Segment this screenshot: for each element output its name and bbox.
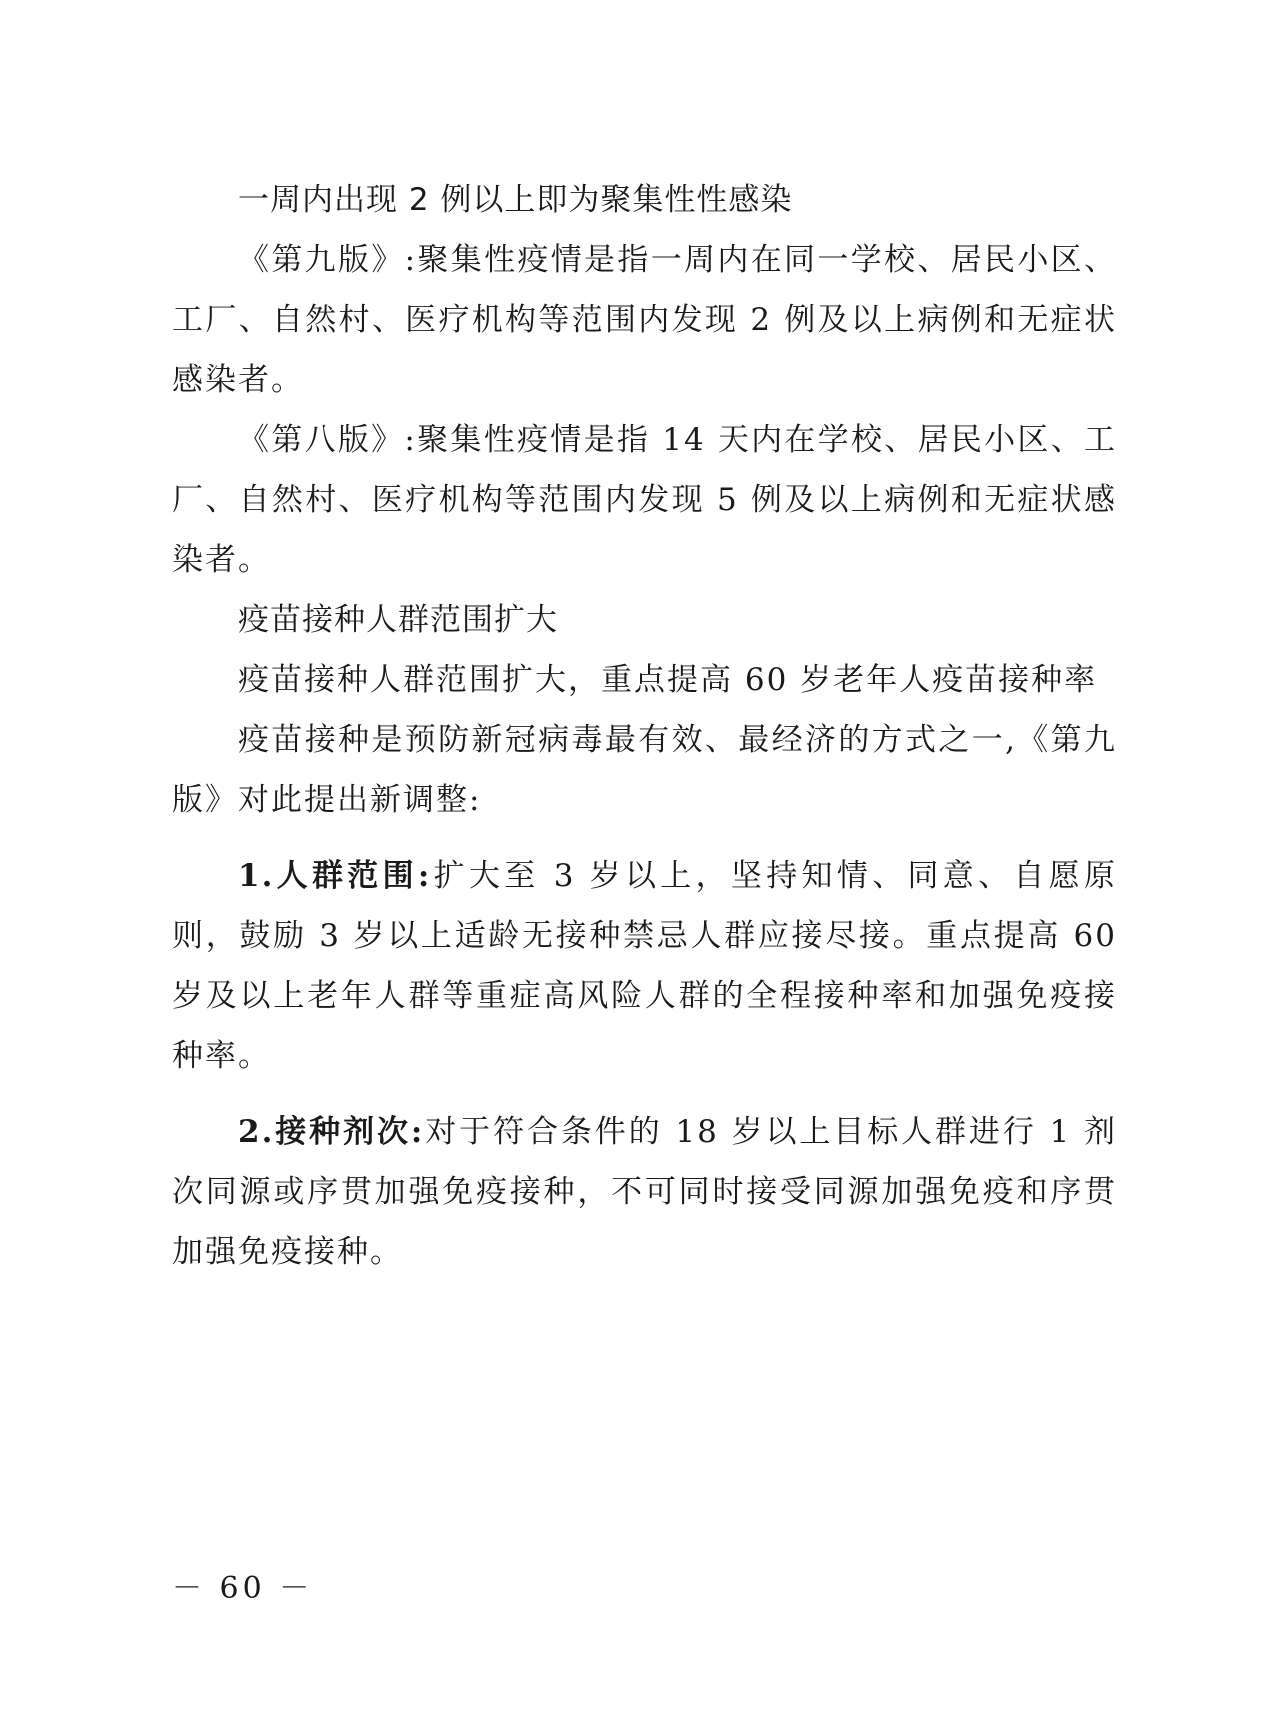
- list-item-text: 扩大至 3 岁以上，坚持知情、同意、自愿原则，鼓励 3 岁以上适龄无接种禁忌人群应接尽接。重点提高 60 岁及以上老年人群等重症高风险人群的全程接种率和加强免疫接种率。: [172, 858, 1117, 1074]
- section-heading-cluster-infection: 一周内出现 2 例以上即为聚集性性感染: [238, 182, 793, 218]
- page-number: － 60 －: [172, 1571, 314, 1606]
- list-item-population-range: [172, 846, 1117, 1086]
- paragraph-vaccination-intro: 疫苗接种是预防新冠病毒最有效、最经济的方式之一,《第九版》对此提出新调整:: [172, 722, 1117, 818]
- paragraph-ninth-edition: 《第九版》:聚集性疫情是指一周内在同一学校、居民小区、工厂、自然村、医疗机构等范围内发现 2 例及以上病例和无症状感染者。: [172, 242, 1117, 398]
- section-heading-vaccination: 疫苗接种人群范围扩大: [238, 602, 558, 638]
- list-item-lead: 1.人群范围:: [238, 858, 432, 894]
- list-item-lead: 2.接种剂次:: [238, 1114, 425, 1150]
- document-body: [172, 170, 1117, 1282]
- list-item-text: 对于符合条件的 18 岁以上目标人群进行 1 剂次同源或序贯加强免疫接种，不可同时接受同源加强免疫和序贯加强免疫接种。: [172, 1114, 1117, 1270]
- paragraph-eighth-edition: 《第八版》:聚集性疫情是指 14 天内在学校、居民小区、工厂、自然村、医疗机构等范围内发现 5 例及以上病例和无症状感染者。: [172, 422, 1117, 578]
- paragraph-vaccination-summary: 疫苗接种人群范围扩大，重点提高 60 岁老年人疫苗接种率: [238, 662, 1098, 698]
- list-item-dose-count: [172, 1102, 1117, 1282]
